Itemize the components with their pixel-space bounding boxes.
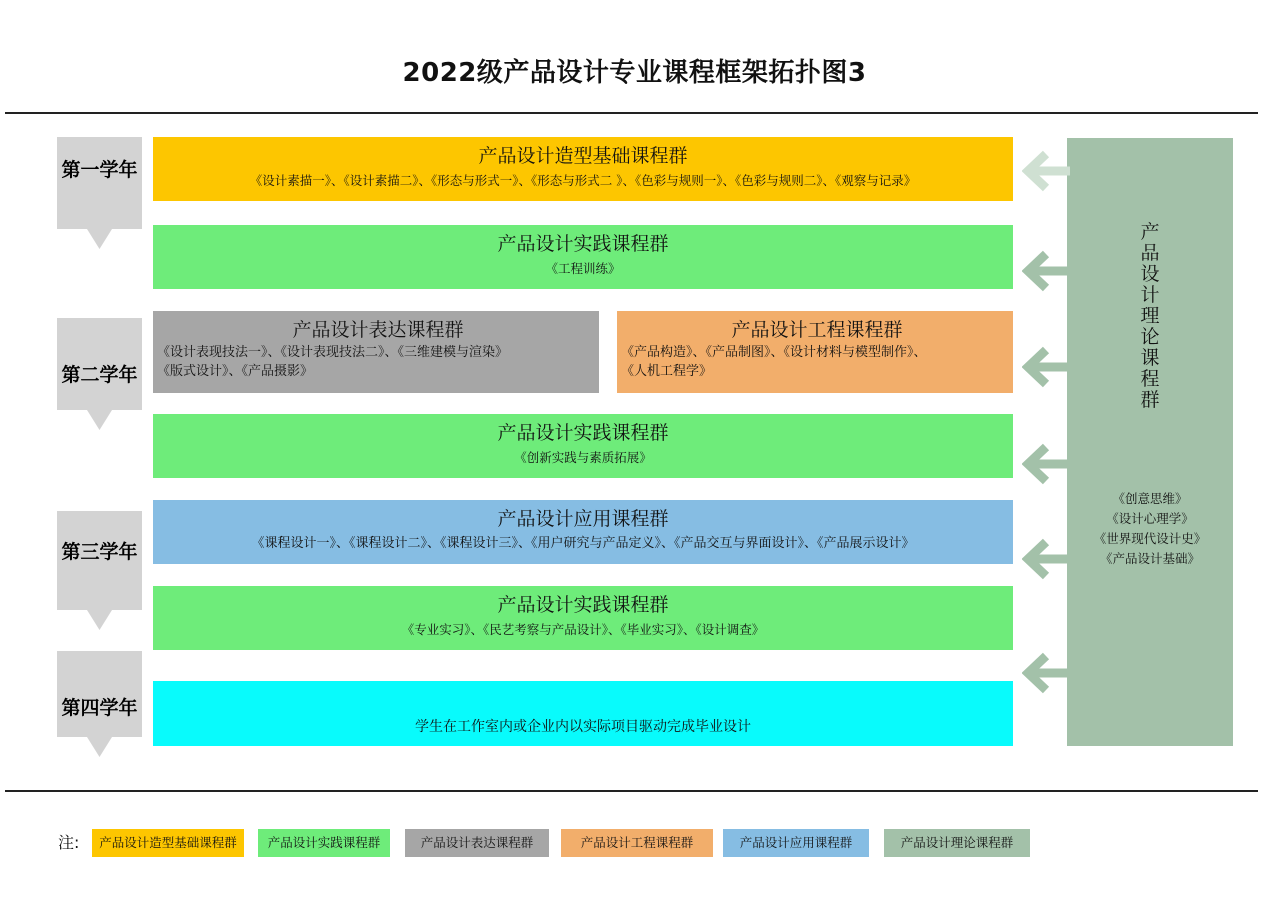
year-2-down-arrow (87, 410, 112, 432)
legend-item-engineering: 产品设计工程课程群 (561, 829, 713, 857)
year-3-label: 第三学年 (61, 541, 138, 563)
year-3 (57, 511, 142, 637)
theory-arrow-4 (1022, 443, 1070, 485)
year-4 (57, 651, 142, 763)
engineering-block (617, 311, 1013, 393)
top-rule (5, 112, 1258, 114)
year-4-label: 第四学年 (61, 697, 138, 719)
practice-block-3 (153, 586, 1013, 650)
practice-block-2 (153, 414, 1013, 478)
legend-note: 注: (58, 833, 80, 852)
theory-title-char: 计 (1140, 284, 1160, 306)
engineering-courses-line-1: 《产品构造》、《产品制图》、《设计材料与模型制作》、 (621, 345, 927, 360)
year-2-label: 第二学年 (61, 364, 138, 386)
expression-courses-line-2: 《版式设计》、《产品摄影》 (157, 364, 314, 379)
theory-block (1067, 138, 1233, 746)
practice-block-1 (153, 225, 1013, 289)
year-3-down-arrow (87, 610, 112, 632)
graduation-block (153, 681, 1013, 746)
year-4-down-arrow (87, 737, 112, 759)
legend-item-theory: 产品设计理论课程群 (884, 829, 1030, 857)
theory-arrow-2 (1022, 250, 1070, 292)
theory-title-char: 论 (1140, 326, 1160, 348)
theory-arrow-3 (1022, 346, 1070, 388)
expression-block (153, 311, 599, 393)
practice-1-courses: 《工程训练》 (545, 261, 621, 276)
theory-title (1067, 222, 1233, 411)
theory-title-char: 设 (1140, 263, 1160, 285)
theory-title-char: 产 (1140, 221, 1160, 243)
practice-1-title: 产品设计实践课程群 (497, 233, 669, 255)
diagram-title: 2022级产品设计专业课程框架拓扑图3 (402, 58, 867, 88)
graduation-text: 学生在工作室内或企业内以实际项目驱动完成毕业设计 (415, 719, 751, 735)
theory-title-char: 理 (1140, 305, 1160, 327)
theory-arrow-5 (1022, 538, 1070, 580)
practice-2-title: 产品设计实践课程群 (497, 422, 669, 444)
year-1-down-arrow (87, 229, 112, 251)
legend-item-practice: 产品设计实践课程群 (258, 829, 390, 857)
year-1-box (57, 137, 142, 229)
foundation-block (153, 137, 1013, 201)
practice-2-courses: 《创新实践与素质拓展》 (514, 450, 652, 465)
legend-item-application: 产品设计应用课程群 (723, 829, 869, 857)
application-courses: 《课程设计一》、《课程设计二》、《课程设计三》、《用户研究与产品定义》、《产品交互与界面设计》、《产品展示设计》 (251, 536, 915, 551)
year-1 (57, 137, 142, 257)
theory-title-char: 品 (1140, 242, 1160, 264)
theory-arrow-1 (1022, 150, 1070, 192)
expression-courses-line-1: 《设计表现技法一》、《设计表现技法二》、《三维建模与渲染》 (157, 345, 509, 360)
theory-course: 《产品设计基础》 (1099, 551, 1200, 566)
theory-course: 《创意思维》 (1112, 491, 1188, 506)
application-title: 产品设计应用课程群 (497, 508, 669, 530)
engineering-courses-line-2: 《人机工程学》 (621, 364, 713, 379)
theory-title-char: 课 (1140, 347, 1160, 369)
legend-item-foundation: 产品设计造型基础课程群 (92, 829, 244, 857)
engineering-title: 产品设计工程课程群 (731, 319, 903, 341)
application-block (153, 500, 1013, 564)
bottom-rule (5, 790, 1258, 792)
practice-3-courses: 《专业实习》、《民艺考察与产品设计》、《毕业实习》、《设计调查》 (401, 622, 765, 637)
practice-3-title: 产品设计实践课程群 (497, 594, 669, 616)
year-2 (57, 318, 142, 438)
theory-arrow-6 (1022, 652, 1070, 694)
expression-title: 产品设计表达课程群 (292, 319, 464, 341)
theory-course: 《世界现代设计史》 (1093, 531, 1207, 546)
theory-title-char: 程 (1140, 368, 1160, 390)
year-1-label: 第一学年 (61, 159, 138, 181)
theory-courses (1067, 489, 1233, 569)
foundation-title: 产品设计造型基础课程群 (478, 145, 688, 167)
theory-title-char: 群 (1140, 389, 1160, 411)
legend-item-expression: 产品设计表达课程群 (405, 829, 549, 857)
theory-course: 《设计心理学》 (1106, 511, 1194, 526)
foundation-courses: 《设计素描一》、《设计素描二》、《形态与形式一》、《形态与形式二 》、《色彩与规则一》、《色彩与规则二》、《观察与记录》 (249, 173, 917, 188)
